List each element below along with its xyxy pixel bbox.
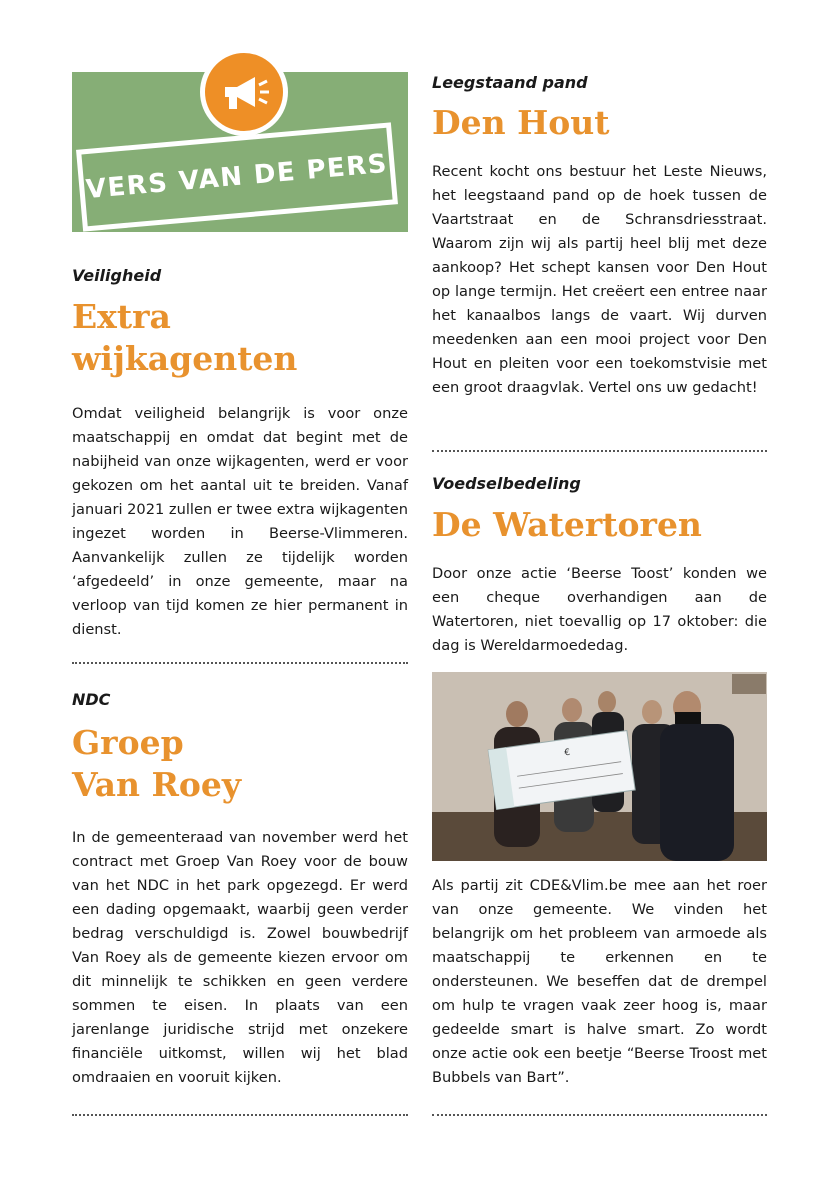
headline-line: Extra <box>72 297 171 336</box>
article-headline <box>72 296 408 380</box>
article-kicker: NDC <box>72 690 111 709</box>
megaphone-badge <box>200 48 288 136</box>
article-headline <box>432 504 767 546</box>
article-headline <box>72 722 408 806</box>
dotted-divider <box>72 662 408 664</box>
article-kicker: Leegstaand pand <box>432 73 588 92</box>
article-body: Recent kocht ons bestuur het Leste Nieuws, het leegstaand pand op de hoek tussen de Vaartstraat en de Schransdriesstraat. Waarom zijn wij als partij heel blij met deze aankoop? Het schept kansen voor Den Hout op lange termijn. Het creëert een entree naar het kanaalbos langs de vaart. Wij durven meedenken aan een mooi project voor Den Hout en pleiten voor een toekomstvisie met een groot draagvlak. Vertel ons uw gedacht! <box>432 163 767 396</box>
article-body-continued: Als partij zit CDE&Vlim.be mee aan het roer van onze gemeente. We vinden het belangrijk om het probleem van armoede als maatschappij te erkennen en te ondersteunen. We beseffen dat de drempel om hulp te vragen vaak zeer hoog is, maar gedeelde smart is halve smart. Zo wordt onze actie ook een beetje “Beerse Troost met Bubbels van Bart”. <box>432 877 767 1086</box>
headline-line: Van Roey <box>72 765 242 804</box>
dotted-divider <box>72 1114 408 1116</box>
masthead-title: VERS VAN DE PERS <box>84 148 390 206</box>
headline-line: wijkagenten <box>72 339 298 378</box>
dotted-divider <box>432 450 767 452</box>
article-body: Door onze actie ‘Beerse Toost’ konden we een cheque overhandigen aan de Watertoren, niet toevallig op 17 oktober: die dag is Wereldarmoededag. <box>432 565 767 654</box>
article-headline <box>432 102 767 144</box>
article-kicker: Voedselbedeling <box>432 474 581 493</box>
article-body: In de gemeenteraad van november werd het contract met Groep Van Roey voor de bouw van het NDC in het park opgezegd. Er werd een dading opgemaakt, waarbij geen verder bedrag verschuldigd is. Zowel bouwbedrijf Van Roey als de gemeente kiezen ervoor om dit minnelijk te schikken en geen verdere sommen te eisen. In plaats van een jarenlange juridische strijd met onzekere financiële uitkomst, willen wij het blad omdraaien en vooruit kijken. <box>72 829 408 1086</box>
megaphone-icon <box>215 63 273 121</box>
headline-line: Groep <box>72 723 184 762</box>
dotted-divider <box>432 1114 767 1116</box>
photo-illustration <box>432 672 767 861</box>
article-kicker: Veiligheid <box>72 266 162 285</box>
headline-line: Den Hout <box>432 103 610 142</box>
cheque-handover-photo <box>432 672 767 861</box>
article-body: Omdat veiligheid belangrijk is voor onze maatschappij en omdat dat begint met de nabijheid van onze wijkagenten, werd er voor gekozen om het aantal uit te breiden. Vanaf januari 2021 zullen er twee extra wijkagenten ingezet worden in Beerse-Vlimmeren. Aanvankelijk zullen ze tijdelijk worden ‘afgedeeld’ in onze gemeente, maar na verloop van tijd komen ze hier permanent in dienst. <box>72 405 408 638</box>
cheque-amount: € <box>563 747 571 759</box>
headline-line: De Watertoren <box>432 505 702 544</box>
